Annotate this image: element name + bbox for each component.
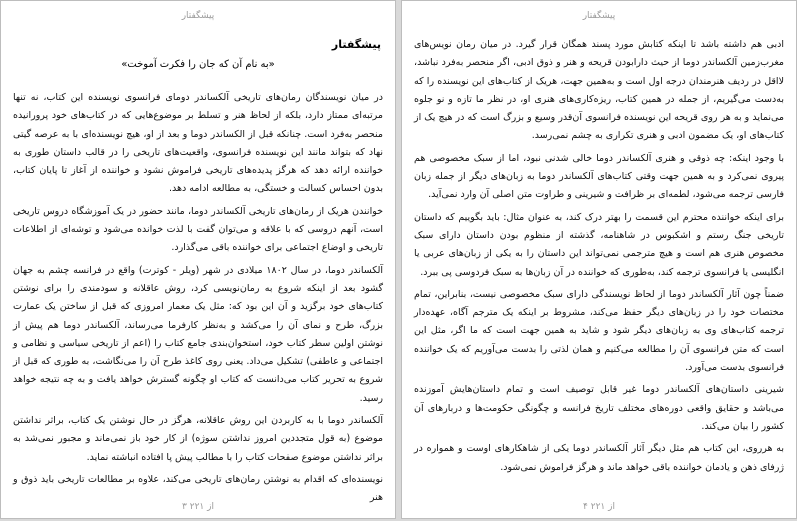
- paragraph: با وجود اینکه: چه ذوقی و هنری آلکساندر دوما خالی شدنی نبود، اما از سبک مخصوصی هم پیروی نمی‌کرد و به همین جهت وقتی کتاب‌های آلکساندر دوما به زبان‌های دیگر از جمله زبان فارسی ترجمه می‌شود، لطمه‌ای بر ظرافت و شیرینی و طراوت متن اصلی آن وارد نمی‌آید.: [414, 152, 784, 201]
- page-number: ۴ از ۲۲۱: [583, 502, 615, 512]
- paragraph: شیرینی داستان‌های آلکساندر دوما غیر قابل توصیف است و تمام داستان‌هایش آموزنده می‌باشد و حقایق واقعی دوره‌های مختلف تاریخ فرانسه و چگونگی حکومت‌ها و دربارهای آن کشور را بیان می‌کند.: [414, 384, 784, 432]
- running-head: پیشگفتار: [582, 11, 616, 21]
- page-body: [414, 36, 784, 481]
- paragraph: آلکساندر دوما، در سال ۱۸۰۲ میلادی در شهر (ویلر - کوترت) واقع در فرانسه چشم به جهان گشود بعد از اینکه شروع به رمان‌نویسی کرد، روش عاقلانه و سودمندی را برای نوشتن کتاب‌های خود برگزید و آن این بود که: مثل یک معمار امروزی که قبل از ساختن یک عمارت بزرگ، طرح و نمای آن را می‌کشد و به‌نظر کارفرما می‌رساند، آلکساندر دوما هم پیش از نوشتن اولین سطر کتاب خود، استخوان‌بندی جامع کتاب را (اعم از تاریخی سیاسی و نظامی و اجتماعی و عاطفی) تشکیل می‌داد. یعنی روی کاغذ طرح آن را می‌نگاشت، به طوری که قبل از شروع به تحریر کتاب می‌دانست که کتاب او چگونه گسترش خواهد یافت و به چه نتیجه خواهد رسید.: [13, 264, 384, 404]
- paragraph: به هرروی، این کتاب هم مثل دیگر آثار آلکساندر دوما یکی از شاهکارهای اوست و همواره در ژرفای ذهن و یادمان خواننده باقی خواهد ماند و هرگز فراموش نمی‌شود.: [414, 443, 784, 473]
- paragraph: نویسنده‌ای که اقدام به نوشتن رمان‌های تاریخی می‌کند، علاوه بر مطالعات تاریخی باید ذوق و هنر: [13, 473, 383, 504]
- right-page: [401, 0, 797, 519]
- paragraph: آلکساندر دوما با به کاربردن این روش عاقلانه، هرگز در حال نوشتن یک کتاب، براثر نداشتن موضوع (به قول متجددین امروز نداشتن سوژه) از کار خود باز نمی‌ماند و مجبور نمی‌شد به براثر نداشتن موضوع صفحات کتاب را با مطالب پیش پا افتاده انباشته نماید.: [13, 415, 383, 463]
- page-number: ۳ از ۲۲۱: [182, 502, 214, 512]
- paragraph: ادبی هم داشته باشد تا اینکه کتابش مورد پسند همگان قرار گیرد. در میان رمان نویس‌های مغرب‌زمین آلکساندر دوما از حیث دارابودن قریحه و هنر و ذوق ادبی، اگر منحصر به‌فرد نباشد، لااقل در ردیف هنرمندان درجه اول است و به‌همین جهت، هریک از کتاب‌های این نویسنده را که به‌دست می‌گیریم، از جمله در همین کتاب، ریزه‌کاری‌های هنری او، در نظر ما تازه و نو جلوه می‌نماید و به هر روی قریحه این نویسنده فرانسوی آن‌قدر وسیع و بزرگ است که در هیچ یک از کتاب‌های او، یک مضمون ادبی و هنری تکراری به چشم نمی‌رسد.: [414, 39, 784, 142]
- paragraph: خوانندن هریک از رمان‌های تاریخی آلکساندر دوما، مانند حضور در یک آموزشگاه دروس تاریخی است، آنهم دروسی که با علاقه و می‌توان گفت با لذت خوانده می‌شود و توشه‌ای از اطلاعات تاریخی و اوضاع اجتماعی برای خواننده باقی می‌گذارد.: [13, 205, 383, 254]
- paragraph: ضمناً چون آثار آلکساندر دوما از لحاظ نویسندگی دارای سبک مخصوصی نیست، بنابراین، تمام مختصات خود را در زبان‌های دیگر حفظ می‌کند، مشروط بر اینکه یک مترجم آگاه، عهده‌دار ترجمه کتاب‌های وی به زبان‌های دیگر شود و شاید به همین جهت است که ما اگر، مثل این است که متن فرانسوی آن را مطالعه می‌کنیم و همان لذتی را بدست می‌آوریم که یک خواننده فرانسوی بدست می‌آورد.: [414, 288, 784, 374]
- left-page: [0, 0, 396, 519]
- paragraph: در میان نویسندگان رمان‌های تاریخی آلکساندر دومای فرانسوی نویسنده این کتاب، نه تنها مرتبه‌ای ممتاز دارد، بلکه از لحاظ هنر و تسلط بر موضوع‌هایی که در کتاب‌های خود پرورانیده منحصر به‌فرد است. چنانکه قبل از الکساندر دوما و بعد از او، هیچ نویسنده‌ای با به عرصه گیتی نهاد که بتواند مانند این نویسنده فرانسوی، واقعیت‌های تاریخی را در قالب داستان طوری به خواننده ارائه دهد که هرگز پدیده‌های تاریخی فراموش نشود و خواننده از آغاز تا پایان کتاب، بدون احساس کسالت و خستگی، به مطالعه ادامه دهد.: [13, 92, 383, 195]
- page-body: [13, 89, 383, 512]
- epigraph: «به نام آن که جان را فکرت آموخت»: [121, 59, 275, 70]
- running-head: پیشگفتار: [181, 11, 215, 21]
- chapter-heading: پیشگفتار: [331, 38, 381, 51]
- paragraph: برای اینکه خواننده محترم این قسمت را بهتر درک کند، به عنوان مثال: باید بگوییم که داستان تاریخی جنگ رستم و اشکبوس در شاهنامه، گذشته از منظوم بودن داستان دارای سبک مخصوص هنری هم است و هیچ مترجمی نمی‌تواند این داستان را به یکی از زبان‌های عربی یا انگلیسی یا فرانسوی ترجمه کند، به‌طوری که خواننده در آن زبان‌ها به سبک فردوسی پی ببرد.: [414, 211, 784, 278]
